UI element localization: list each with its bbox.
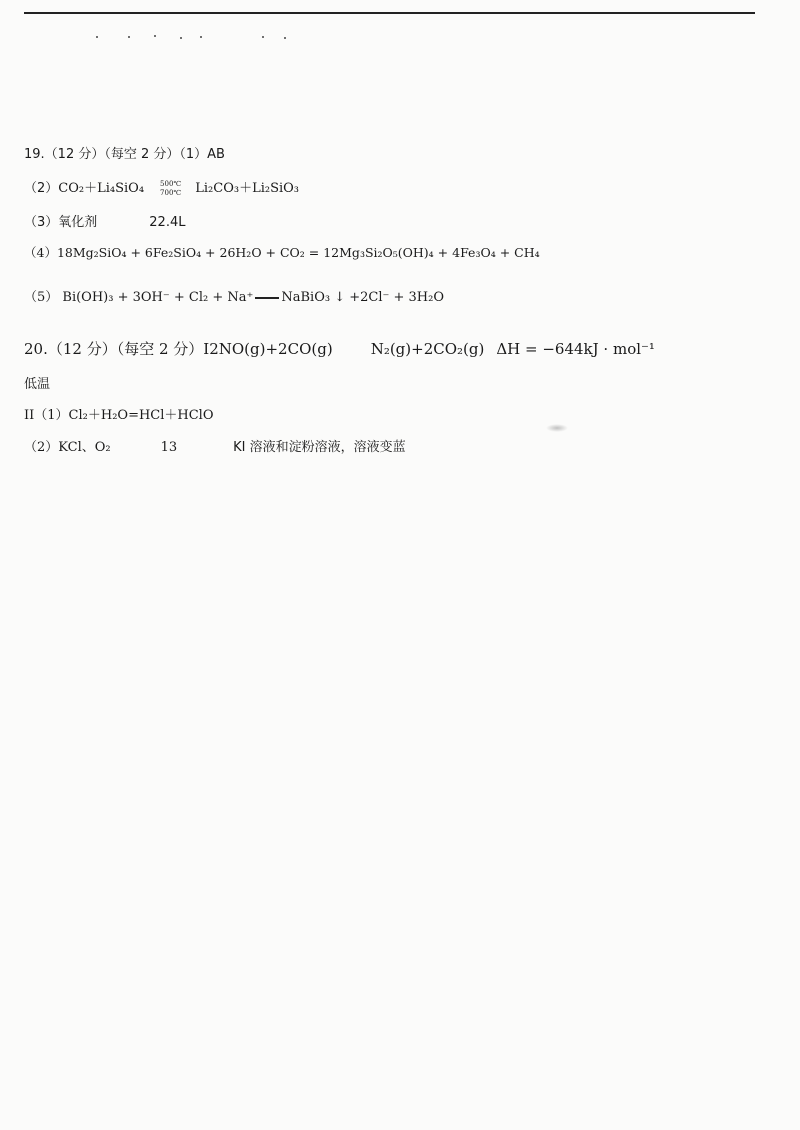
q19-part2-label: （2） [24,181,59,196]
condition-top: 500℃ [160,180,182,188]
scan-noise [96,34,296,40]
q19-part3-value: 22.4L [149,215,186,230]
q20-ii-1: II（1）Cl₂＋H₂O=HCl＋HClO [24,408,214,423]
q19-part3 [24,216,185,229]
q20-products: N₂(g)+2CO₂(g) [370,340,485,358]
equals-arrow-icon [255,297,279,299]
q19-part2-reactants: CO₂＋Li₄SiO₄ [58,181,145,196]
q19-part5-left: （5） Bi(OH)₃ + 3OH⁻ + Cl₂ + Na⁺ [24,290,254,305]
q19-part2-products: Li₂CO₃＋Li₂SiO₃ [195,181,300,196]
q20-ii-2-text: KI 溶液和淀粉溶液，溶液变蓝 [233,440,406,455]
reaction-condition [160,180,181,197]
q19-part4: （4）18Mg₂SiO₄ + 6Fe₂SiO₄ + 26H₂O + CO₂ = 12Mg₃Si₂O₅(OH)₄ + 4Fe₃O₄ + CH₄ [24,245,540,260]
q20-enthalpy: ΔH = −644kJ · mol⁻¹ [496,340,655,358]
q20-ii-2-number: 13 [160,440,178,455]
scan-smudge [546,424,568,432]
q20-low-temp: 低温 [24,377,51,392]
q20-header-line [24,342,655,357]
q20-header: 20.（12 分）（每空 2 分）Ⅰ2NO(g)+2CO(g) [24,340,333,358]
q19-header: 19.（12 分）（每空 2 分）（1）AB [24,147,225,162]
top-border-line [24,12,755,14]
q19-part2 [24,180,299,197]
q20-ii-2-label: （2）KCl、O₂ [24,440,111,455]
q19-part3-label: （3）氧化剂 [24,215,98,230]
q20-ii-2 [24,441,406,454]
q19-part5-right: NaBiO₃ ↓ +2Cl⁻ + 3H₂O [281,290,445,305]
condition-bottom: 700℃ [160,189,182,197]
q19-part5 [24,291,444,304]
